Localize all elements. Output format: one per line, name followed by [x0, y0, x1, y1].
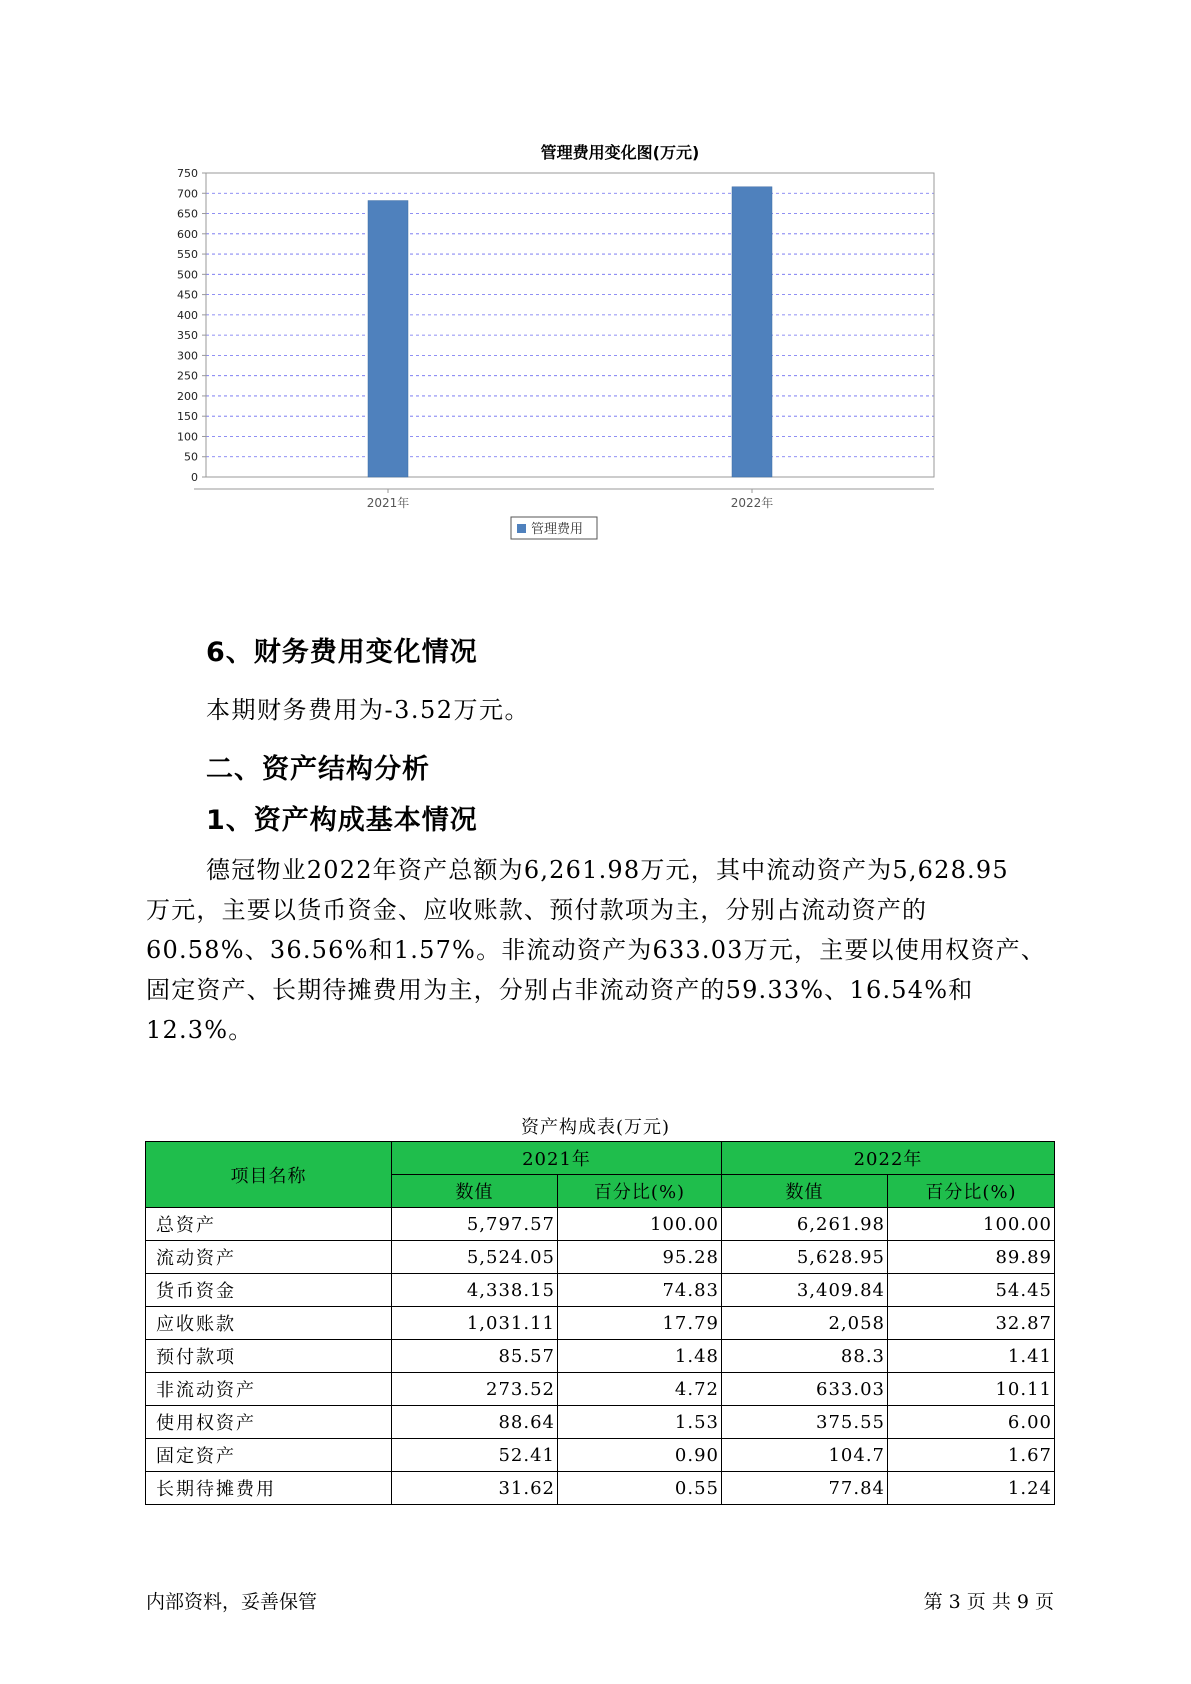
- row-pct-2022: 10.11: [888, 1373, 1055, 1406]
- y-tick-label: 50: [184, 450, 198, 464]
- row-value-2022: 633.03: [722, 1373, 888, 1406]
- chart-canvas: [150, 135, 1030, 595]
- y-tick-label: 100: [177, 430, 198, 444]
- row-value-2021: 88.64: [392, 1406, 558, 1439]
- table-row: [146, 1241, 1055, 1274]
- table-caption: 资产构成表(万元): [520, 1117, 671, 1138]
- row-name: 使用权资产: [146, 1406, 392, 1439]
- y-axis: [177, 167, 206, 484]
- row-pct-2022: 1.41: [888, 1340, 1055, 1373]
- row-name: 非流动资产: [146, 1373, 392, 1406]
- row-value-2021: 5,524.05: [392, 1241, 558, 1274]
- row-value-2021: 1,031.11: [392, 1307, 558, 1340]
- footer-confidential-note: 内部资料，妥善保管: [146, 1591, 318, 1613]
- chart-grid: [206, 173, 934, 477]
- paragraph-line: 万元，主要以货币资金、应收账款、预付款项为主，分别占流动资产的: [146, 896, 928, 924]
- bar-series: [368, 187, 772, 477]
- y-tick-label: 500: [177, 268, 198, 282]
- header-pct-2022: 百分比(%): [888, 1175, 1055, 1208]
- row-pct-2021: 4.72: [558, 1373, 722, 1406]
- bar: [732, 187, 772, 477]
- admin-expense-chart: [150, 135, 1030, 595]
- row-name: 总资产: [146, 1208, 392, 1241]
- y-tick-label: 600: [177, 227, 198, 241]
- y-tick-label: 750: [177, 167, 198, 180]
- row-value-2021: 31.62: [392, 1472, 558, 1505]
- y-tick-label: 400: [177, 308, 198, 322]
- table-row: [146, 1472, 1055, 1505]
- row-value-2022: 88.3: [722, 1340, 888, 1373]
- row-value-2022: 2,058: [722, 1307, 888, 1340]
- row-pct-2021: 17.79: [558, 1307, 722, 1340]
- header-value-2021: 数值: [392, 1175, 558, 1208]
- section-two-heading: 二、资产结构分析: [206, 754, 430, 785]
- header-pct-2021: 百分比(%): [558, 1175, 722, 1208]
- row-value-2021: 4,338.15: [392, 1274, 558, 1307]
- header-year-2021: 2021年: [392, 1142, 722, 1175]
- row-pct-2021: 1.53: [558, 1406, 722, 1439]
- header-item-name: 项目名称: [146, 1142, 392, 1208]
- y-tick-label: 0: [191, 471, 198, 484]
- row-name: 固定资产: [146, 1439, 392, 1472]
- row-pct-2021: 74.83: [558, 1274, 722, 1307]
- x-tick-label: 2021年: [366, 496, 410, 510]
- section-6-heading: 6、财务费用变化情况: [206, 637, 478, 668]
- row-name: 应收账款: [146, 1307, 392, 1340]
- row-pct-2021: 0.55: [558, 1472, 722, 1505]
- row-pct-2022: 89.89: [888, 1241, 1055, 1274]
- row-pct-2021: 100.00: [558, 1208, 722, 1241]
- row-pct-2022: 100.00: [888, 1208, 1055, 1241]
- x-axis: [367, 489, 774, 510]
- plot-area: [206, 173, 934, 477]
- section-6-text: 本期财务费用为-3.52万元。: [206, 696, 531, 724]
- y-tick-label: 550: [177, 248, 198, 262]
- row-pct-2021: 0.90: [558, 1439, 722, 1472]
- footer-page-number: 第 3 页 共 9 页: [923, 1591, 1054, 1613]
- row-value-2022: 104.7: [722, 1439, 888, 1472]
- legend-label: 管理费用: [531, 522, 584, 537]
- paragraph-line: 德冠物业2022年资产总额为6,261.98万元，其中流动资产为5,628.95: [206, 856, 1009, 884]
- y-tick-label: 300: [177, 349, 198, 363]
- y-tick-label: 350: [177, 329, 198, 343]
- row-value-2022: 3,409.84: [722, 1274, 888, 1307]
- row-value-2021: 273.52: [392, 1373, 558, 1406]
- y-tick-label: 650: [177, 207, 198, 221]
- row-value-2022: 6,261.98: [722, 1208, 888, 1241]
- table-row: [146, 1307, 1055, 1340]
- asset-summary-paragraph: [146, 850, 1046, 1050]
- table-row: [146, 1208, 1055, 1241]
- row-value-2022: 375.55: [722, 1406, 888, 1439]
- row-name: 预付款项: [146, 1340, 392, 1373]
- y-tick-label: 250: [177, 369, 198, 383]
- paragraph-line: 固定资产、长期待摊费用为主，分别占非流动资产的59.33%、16.54%和: [146, 976, 974, 1004]
- legend-swatch: [517, 524, 526, 533]
- paragraph-line: 12.3%。: [146, 1016, 254, 1044]
- chart-legend: [511, 517, 597, 539]
- row-value-2021: 5,797.57: [392, 1208, 558, 1241]
- chart-title: 管理费用变化图(万元): [540, 143, 700, 162]
- row-pct-2021: 1.48: [558, 1340, 722, 1373]
- y-tick-label: 700: [177, 187, 198, 201]
- section-two-1-heading: 1、资产构成基本情况: [206, 805, 478, 836]
- row-value-2022: 5,628.95: [722, 1241, 888, 1274]
- y-tick-label: 200: [177, 389, 198, 403]
- y-tick-label: 450: [177, 288, 198, 302]
- row-value-2021: 52.41: [392, 1439, 558, 1472]
- row-pct-2022: 54.45: [888, 1274, 1055, 1307]
- row-name: 货币资金: [146, 1274, 392, 1307]
- header-value-2022: 数值: [722, 1175, 888, 1208]
- row-pct-2022: 6.00: [888, 1406, 1055, 1439]
- asset-composition-table: [145, 1141, 1055, 1505]
- table-row: [146, 1274, 1055, 1307]
- row-value-2022: 77.84: [722, 1472, 888, 1505]
- row-name: 长期待摊费用: [146, 1472, 392, 1505]
- table-row: [146, 1340, 1055, 1373]
- row-pct-2022: 1.67: [888, 1439, 1055, 1472]
- row-value-2021: 85.57: [392, 1340, 558, 1373]
- x-tick-label: 2022年: [730, 496, 774, 510]
- paragraph-line: 60.58%、36.56%和1.57%。非流动资产为633.03万元，主要以使用权资产、: [146, 936, 1047, 964]
- table-row: [146, 1373, 1055, 1406]
- y-tick-label: 150: [177, 410, 198, 424]
- table-row: [146, 1406, 1055, 1439]
- table-row: [146, 1439, 1055, 1472]
- row-name: 流动资产: [146, 1241, 392, 1274]
- row-pct-2022: 32.87: [888, 1307, 1055, 1340]
- bar: [368, 201, 408, 477]
- row-pct-2021: 95.28: [558, 1241, 722, 1274]
- row-pct-2022: 1.24: [888, 1472, 1055, 1505]
- header-year-2022: 2022年: [722, 1142, 1055, 1175]
